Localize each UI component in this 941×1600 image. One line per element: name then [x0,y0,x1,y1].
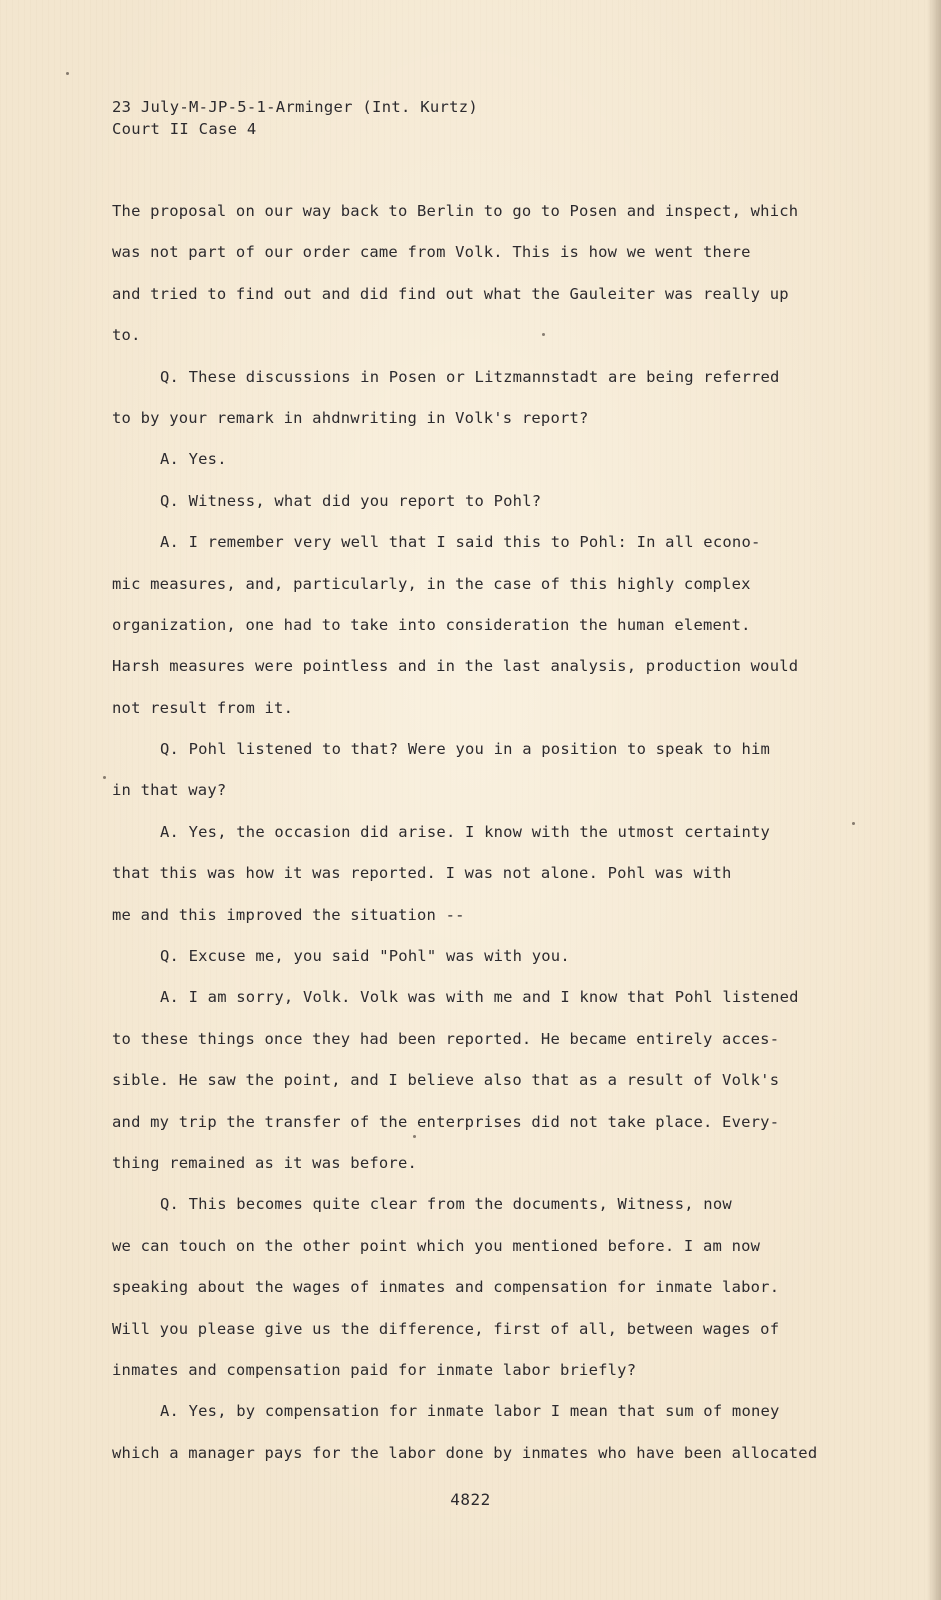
transcript-line: was not part of our order came from Volk. This is how we went there [112,243,751,262]
header-reference-line: 23 July-M-JP-5-1-Arminger (Int. Kurtz) [112,98,479,116]
transcript-line: me and this improved the situation -- [112,905,465,924]
transcript-line: speaking about the wages of inmates and compensation for inmate labor. [112,1278,780,1297]
transcript-line: sible. He saw the point, and I believe also that as a result of Volk's [112,1071,780,1090]
transcript-line: we can touch on the other point which you mentioned before. I am now [112,1236,761,1255]
transcript-line: Q. Excuse me, you said "Pohl" was with you. [160,947,570,966]
transcript-line: A. Yes, the occasion did arise. I know with the utmost certainty [160,822,771,841]
transcript-line: not result from it. [112,698,294,717]
transcript-line: that this was how it was reported. I was not alone. Pohl was with [112,864,732,883]
paper-speck [103,776,106,779]
paper-speck [852,822,855,825]
transcript-line: mic measures, and, particularly, in the case of this highly complex [112,574,751,593]
transcript-line: A. I am sorry, Volk. Volk was with me and I know that Pohl listened [160,988,799,1007]
page-edge-shadow [927,0,941,1600]
paper-speck [542,333,545,336]
transcript-line: organization, one had to take into consideration the human element. [112,615,751,634]
transcript-line: Q. Witness, what did you report to Pohl? [160,491,542,510]
transcript-line: and tried to find out and did find out what the Gauleiter was really up [112,284,789,303]
document-header [112,96,478,140]
header-court-line: Court II Case 4 [112,120,257,138]
paper-speck [66,72,69,75]
transcript-line: in that way? [112,781,227,800]
transcript-line: Q. These discussions in Posen or Litzmannstadt are being referred [160,367,780,386]
transcript-line: and my trip the transfer of the enterprises did not take place. Every- [112,1112,780,1131]
transcript-line: A. I remember very well that I said this to Pohl: In all econo- [160,533,761,552]
paper-speck [413,1135,416,1138]
transcript-line: to by your remark in ahdnwriting in Volk's report? [112,408,589,427]
transcript-body [112,191,882,1474]
transcript-line: thing remained as it was before. [112,1153,418,1172]
transcript-line: which a manager pays for the labor done by inmates who have been allocated [112,1443,818,1462]
transcript-line: to these things once they had been reported. He became entirely acces- [112,1029,780,1048]
transcript-line: Q. This becomes quite clear from the documents, Witness, now [160,1195,732,1214]
transcript-line: The proposal on our way back to Berlin to go to Posen and inspect, which [112,202,799,220]
transcript-line: to. [112,326,141,345]
page-number: 4822 [450,1490,491,1509]
transcript-line: inmates and compensation paid for inmate labor briefly? [112,1360,637,1379]
transcript-line: Q. Pohl listened to that? Were you in a position to speak to him [160,740,771,759]
transcript-line: A. Yes. [160,450,227,469]
transcript-line: Harsh measures were pointless and in the last analysis, production would [112,657,799,676]
transcript-line: Will you please give us the difference, first of all, between wages of [112,1319,780,1338]
transcript-line: A. Yes, by compensation for inmate labor I mean that sum of money [160,1402,780,1421]
